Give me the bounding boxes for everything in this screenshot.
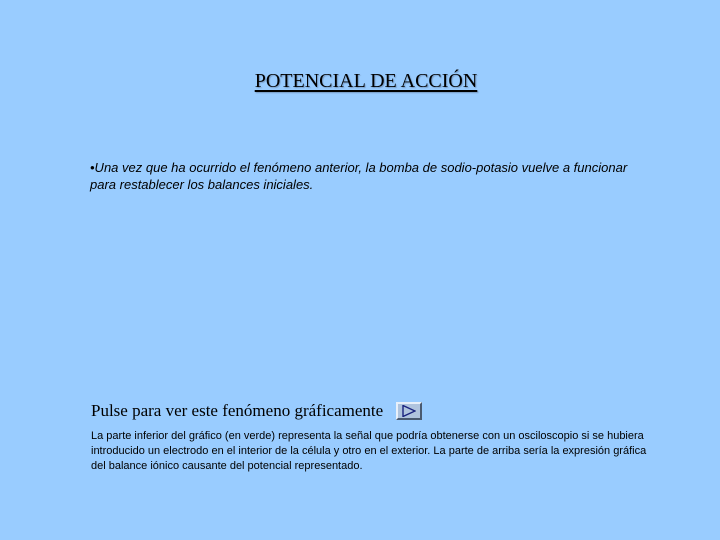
page-title: POTENCIAL DE ACCIÓN [254,70,478,92]
play-prompt-row [91,400,422,422]
play-button[interactable] [396,402,422,420]
play-prompt-label: Pulse para ver este fenómeno gráficamente [91,401,384,420]
play-triangle-icon [402,405,416,417]
bullet-paragraph: •Una vez que ha ocurrido el fenómeno anterior, la bomba de sodio-potasio vuelve a funcionar para restablecer los balances iniciales. [90,160,628,192]
explanation-paragraph: La parte inferior del gráfico (en verde) representa la señal que podría obtenerse con un osciloscopio si se hubiera introducido un electrodo en el interior de la célula y otro en el exterior. La parte de arriba sería la expresión gráfica del balance iónico causante del potencial representado. [91,430,647,472]
